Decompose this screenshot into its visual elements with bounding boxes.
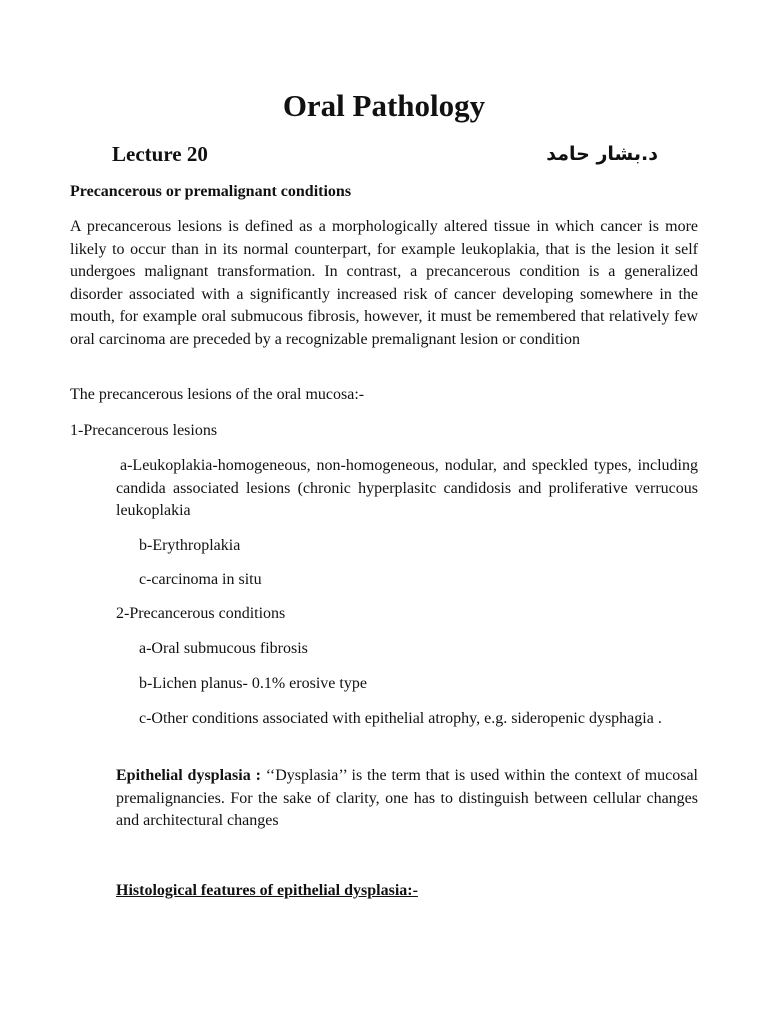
list-item-carcinoma-in-situ: c-carcinoma in situ — [139, 571, 262, 588]
list-item-lichen-planus: b-Lichen planus- 0.1% erosive type — [139, 675, 367, 692]
definition-paragraph: A precancerous lesions is defined as a morphologically altered tissue in which cancer is more likely to occur than in its normal counterpart, for example leukoplakia, that is the lesion it self undergoes malignant transformation. In contrast, a precancerous condition is a generalized disorder associated with a significantly increased risk of cancer developing somewhere in the mouth, for example oral submucous fibrosis, however, it must be remembered that relatively few oral carcinoma are preceded by a recognizable premalignant lesion or condition — [70, 218, 698, 348]
list-item-other-conditions: c-Other conditions associated with epithelial atrophy, e.g. sideropenic dysphagia . — [139, 710, 662, 727]
group2-title: 2-Precancerous conditions — [116, 605, 286, 622]
list-intro: The precancerous lesions of the oral mucosa:- — [70, 386, 365, 403]
page-title: Oral Pathology — [282, 88, 486, 123]
list-item-leukoplakia: a-Leukoplakia-homogeneous, non-homogeneous, nodular, and speckled types, including candida associated lesions (chronic hyperplasitc candidosis and proliferative verrucous leukoplakia — [116, 457, 698, 519]
author-name: د.بشار حامد — [546, 143, 658, 165]
group1-title: 1-Precancerous lesions — [70, 422, 218, 439]
lecture-number: Lecture 20 — [112, 142, 208, 166]
dysplasia-text: ‘‘Dysplasia’’ is the term that is used within the context of mucosal premalignancies. For the sake of clarity, one has to distinguish between cellular changes and architectural changes — [116, 767, 698, 829]
section-heading-precancerous: Precancerous or premalignant conditions — [70, 183, 352, 200]
dysplasia-paragraph — [116, 765, 698, 833]
histology-heading: Histological features of epithelial dysplasia:- — [116, 882, 418, 899]
list-item-submucous-fibrosis: a-Oral submucous fibrosis — [139, 640, 308, 657]
list-item-erythroplakia: b-Erythroplakia — [139, 537, 241, 554]
dysplasia-label: Epithelial dysplasia : — [116, 767, 261, 784]
